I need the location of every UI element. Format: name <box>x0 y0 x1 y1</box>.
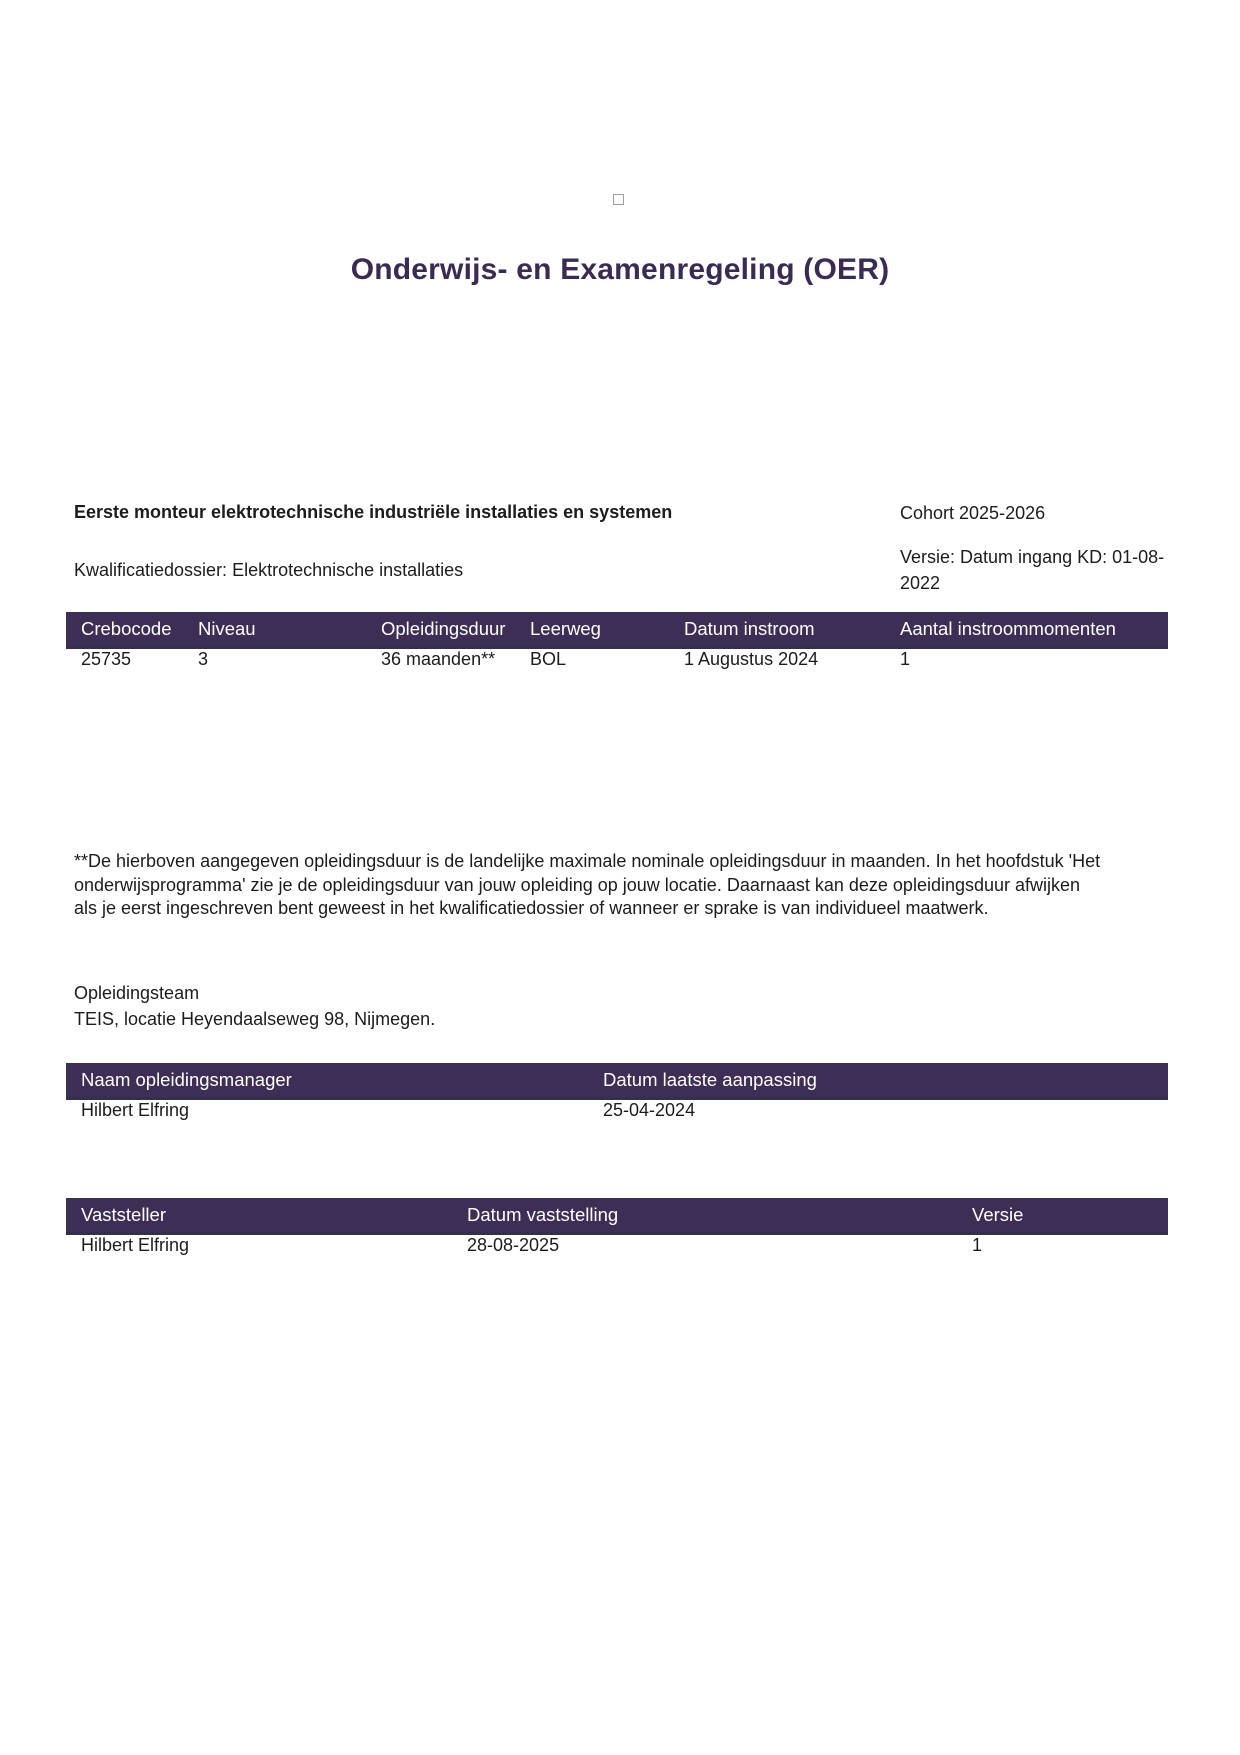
broken-image-placeholder-icon <box>613 194 624 205</box>
instroommomenten-value: 1 <box>900 649 911 669</box>
team-location: TEIS, locatie Heyendaalseweg 98, Nijmegen. <box>74 1008 436 1029</box>
duration-note: **De hierboven aangegeven opleidingsduur is de landelijke maximale nominale opleidingsduur in maanden. In het hoofdstuk 'Het onderwijsprogramma' zie je de opleidingsduur van jouw opleiding op jouw locatie. Daarnaast kan deze opleidingsduur afwijken als je eerst ingeschreven bent geweest in het kwalificatiedossier of wanneer er sprake is van individueel maatwerk. <box>74 851 1101 918</box>
manager-name-value: Hilbert Elfring <box>81 1100 190 1120</box>
column-header: Vaststeller <box>66 1198 467 1234</box>
datum-vaststelling-value: 28-08-2025 <box>467 1235 560 1255</box>
header-row-program <box>66 500 1168 526</box>
column-header: Aantal instroommomenten <box>900 612 1168 648</box>
program-name: Eerste monteur elektrotechnische industriële installaties en systemen <box>74 502 673 522</box>
column-header: Datum laatste aanpassing <box>603 1063 1168 1099</box>
approval-table <box>66 1198 1168 1256</box>
vaststeller-value: Hilbert Elfring <box>81 1235 190 1255</box>
cohort-label: Cohort 2025-2026 <box>900 503 1046 523</box>
column-header: Leerweg <box>530 612 684 648</box>
table-row <box>66 1234 1168 1257</box>
table-row <box>66 648 1168 671</box>
manager-table <box>66 1063 1168 1121</box>
column-header: Naam opleidingsmanager <box>66 1063 603 1099</box>
opleidingsduur-value: 36 maanden** <box>381 649 496 669</box>
table-row <box>66 1099 1168 1122</box>
approval-table-header-row <box>66 1198 1168 1234</box>
column-header: Crebocode <box>66 612 198 648</box>
versie-value: 1 <box>972 1235 983 1255</box>
column-header: Opleidingsduur <box>381 612 530 648</box>
team-label: Opleidingsteam <box>74 983 200 1003</box>
column-header: Niveau <box>198 612 381 648</box>
program-table <box>66 612 1168 670</box>
leerweg-value: BOL <box>530 649 567 669</box>
last-modified-value: 25-04-2024 <box>603 1100 696 1120</box>
column-header: Datum vaststelling <box>467 1198 972 1234</box>
team-block <box>74 981 435 1032</box>
column-header: Datum instroom <box>684 612 900 648</box>
qualification-dossier: Kwalificatiedossier: Elektrotechnische installaties <box>74 560 464 580</box>
program-table-header-row <box>66 612 1168 648</box>
version-info: Versie: Datum ingang KD: 01-08-2022 <box>900 547 1165 593</box>
column-header: Versie <box>972 1198 1168 1234</box>
datum-instroom-value: 1 Augustus 2024 <box>684 649 819 669</box>
crebocode-value: 25735 <box>81 649 132 669</box>
manager-table-header-row <box>66 1063 1168 1099</box>
niveau-value: 3 <box>198 649 209 669</box>
page-title: Onderwijs- en Examenregeling (OER) <box>350 253 890 286</box>
header-row-qualification <box>66 544 1168 596</box>
